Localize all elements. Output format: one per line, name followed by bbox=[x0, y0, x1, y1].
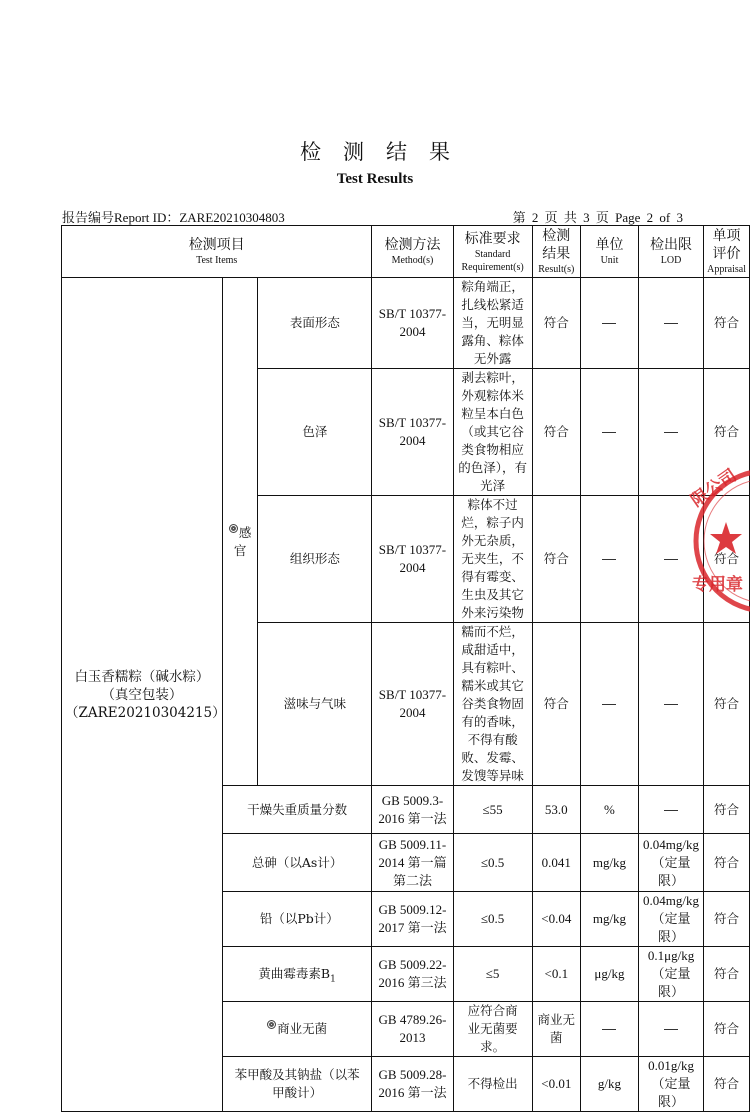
method-cell: GB 5009.11-2014 第一篇第二法 bbox=[372, 834, 453, 892]
item-cell: 黄曲霉毒素$B_1$ bbox=[222, 947, 371, 1002]
unit-cell bbox=[580, 623, 638, 786]
unit-cell bbox=[580, 1002, 638, 1057]
report-id: 报告编号Report ID：ZARE20210304803 bbox=[62, 210, 285, 225]
appraisal-cell: 符合 bbox=[704, 947, 750, 1002]
dash-mark bbox=[664, 559, 678, 560]
item-cell: 商业无菌 bbox=[222, 1002, 371, 1057]
page-info: 第 2 页 共 3 页 Page 2 of 3 bbox=[512, 210, 683, 225]
appraisal-cell: 符合 bbox=[704, 623, 750, 786]
header-result: 检测结果 Result(s) bbox=[532, 226, 580, 278]
header-row bbox=[62, 226, 750, 278]
result-cell: <0.04 bbox=[532, 892, 580, 947]
dash-mark bbox=[602, 323, 616, 324]
official-seal bbox=[688, 466, 750, 616]
requirement-cell: ≤0.5 bbox=[453, 834, 532, 892]
unit-cell bbox=[580, 496, 638, 623]
method-cell: SB/T 10377-2004 bbox=[372, 278, 453, 369]
dash-mark bbox=[602, 559, 616, 560]
unit-cell: % bbox=[580, 786, 638, 834]
item-cell: 滋味与气味 bbox=[258, 623, 372, 786]
item-cell: 表面形态 bbox=[258, 278, 372, 369]
results-table bbox=[61, 225, 750, 1112]
dash-mark bbox=[602, 432, 616, 433]
sample-name: 白玉香糯粽（碱水粽）（真空包装）（ZARE20210304215） bbox=[62, 278, 223, 1112]
item-cell: 干燥失重质量分数 bbox=[222, 786, 371, 834]
page-title: 检测结果 bbox=[300, 140, 472, 164]
unit-cell: g/kg bbox=[580, 1057, 638, 1112]
dash-mark bbox=[664, 323, 678, 324]
result-cell: <0.01 bbox=[532, 1057, 580, 1112]
header-item: 检测项目 Test Items bbox=[62, 226, 372, 278]
method-cell: GB 5009.28-2016 第一法 bbox=[372, 1057, 453, 1112]
mark-icon bbox=[229, 524, 238, 533]
lod-cell bbox=[638, 786, 703, 834]
appraisal-cell: 符合 bbox=[704, 834, 750, 892]
result-cell: 0.041 bbox=[532, 834, 580, 892]
header-lod: 检出限 LOD bbox=[638, 226, 703, 278]
requirement-cell: 粽体不过烂，粽子内外无杂质，无夹生，不得有霉变、生虫及其它外来污染物 bbox=[453, 496, 532, 623]
result-cell: 符合 bbox=[532, 278, 580, 369]
requirement-cell: 粽角端正，扎线松紧适当，无明显露角、粽体无外露 bbox=[453, 278, 532, 369]
requirement-cell: 不得检出 bbox=[453, 1057, 532, 1112]
item-cell: 铅（以Pb计） bbox=[222, 892, 371, 947]
method-cell: GB 5009.3-2016 第一法 bbox=[372, 786, 453, 834]
appraisal-cell: 符合 bbox=[704, 1057, 750, 1112]
result-cell: 商业无菌 bbox=[532, 1002, 580, 1057]
lod-cell: 0.04mg/kg（定量限） bbox=[638, 892, 703, 947]
header-requirement: 标准要求 Standard Requirement(s) bbox=[453, 226, 532, 278]
item-cell: 色泽 bbox=[258, 369, 372, 496]
result-cell: 符合 bbox=[532, 623, 580, 786]
appraisal-cell: 符合 bbox=[704, 1002, 750, 1057]
table-row bbox=[62, 278, 750, 369]
appraisal-cell: 符合 bbox=[704, 278, 750, 369]
svg-text:专用章: 专用章 bbox=[692, 575, 743, 595]
lod-cell bbox=[638, 278, 703, 369]
result-cell: 53.0 bbox=[532, 786, 580, 834]
requirement-cell: 应符合商业无菌要求。 bbox=[453, 1002, 532, 1057]
mark-icon bbox=[267, 1020, 276, 1029]
header-appraisal: 单项评价 Appraisal bbox=[704, 226, 750, 278]
lod-cell: 0.1μg/kg（定量限） bbox=[638, 947, 703, 1002]
requirement-cell: ≤5 bbox=[453, 947, 532, 1002]
dash-mark bbox=[602, 1029, 616, 1030]
method-cell: SB/T 10377-2004 bbox=[372, 623, 453, 786]
lod-cell: 0.04mg/kg（定量限） bbox=[638, 834, 703, 892]
sensory-group: 感官 bbox=[222, 278, 258, 786]
page-subtitle: Test Results bbox=[336, 171, 414, 187]
item-cell: 苯甲酸及其钠盐（以苯甲酸计） bbox=[222, 1057, 371, 1112]
item-cell: 组织形态 bbox=[258, 496, 372, 623]
method-cell: SB/T 10377-2004 bbox=[372, 369, 453, 496]
unit-cell: mg/kg bbox=[580, 892, 638, 947]
item-cell: 总砷（以As计） bbox=[222, 834, 371, 892]
appraisal-cell: 符合 bbox=[704, 786, 750, 834]
appraisal-cell: 符合 bbox=[704, 892, 750, 947]
method-cell: GB 5009.22-2016 第三法 bbox=[372, 947, 453, 1002]
dash-mark bbox=[602, 704, 616, 705]
dash-mark bbox=[664, 704, 678, 705]
header-method: 检测方法 Method(s) bbox=[372, 226, 453, 278]
method-cell: GB 4789.26-2013 bbox=[372, 1002, 453, 1057]
lod-cell bbox=[638, 1002, 703, 1057]
result-cell: 符合 bbox=[532, 369, 580, 496]
result-cell: <0.1 bbox=[532, 947, 580, 1002]
requirement-cell: 剥去粽叶，外观粽体米粒呈本白色（或其它谷类食物相应的色泽），有光泽 bbox=[453, 369, 532, 496]
requirement-cell: ≤0.5 bbox=[453, 892, 532, 947]
requirement-cell: 糯而不烂，咸甜适中，具有粽叶、糯米或其它谷类食物固有的香味，不得有酸败、发霉、发馊等异味 bbox=[453, 623, 532, 786]
unit-cell bbox=[580, 278, 638, 369]
lod-cell: 0.01g/kg（定量限） bbox=[638, 1057, 703, 1112]
method-cell: GB 5009.12-2017 第一法 bbox=[372, 892, 453, 947]
unit-cell: mg/kg bbox=[580, 834, 638, 892]
requirement-cell: ≤55 bbox=[453, 786, 532, 834]
unit-cell: μg/kg bbox=[580, 947, 638, 1002]
dash-mark bbox=[664, 1029, 678, 1030]
appraisal-cell: 符合 bbox=[704, 496, 750, 623]
unit-cell bbox=[580, 369, 638, 496]
result-cell: 符合 bbox=[532, 496, 580, 623]
lod-cell bbox=[638, 623, 703, 786]
svg-text:限公司: 限公司 bbox=[687, 465, 741, 512]
header-unit: 单位 Unit bbox=[580, 226, 638, 278]
dash-mark bbox=[664, 432, 678, 433]
dash-mark bbox=[664, 810, 678, 811]
method-cell: SB/T 10377-2004 bbox=[372, 496, 453, 623]
appraisal-cell: 符合 bbox=[704, 369, 750, 496]
